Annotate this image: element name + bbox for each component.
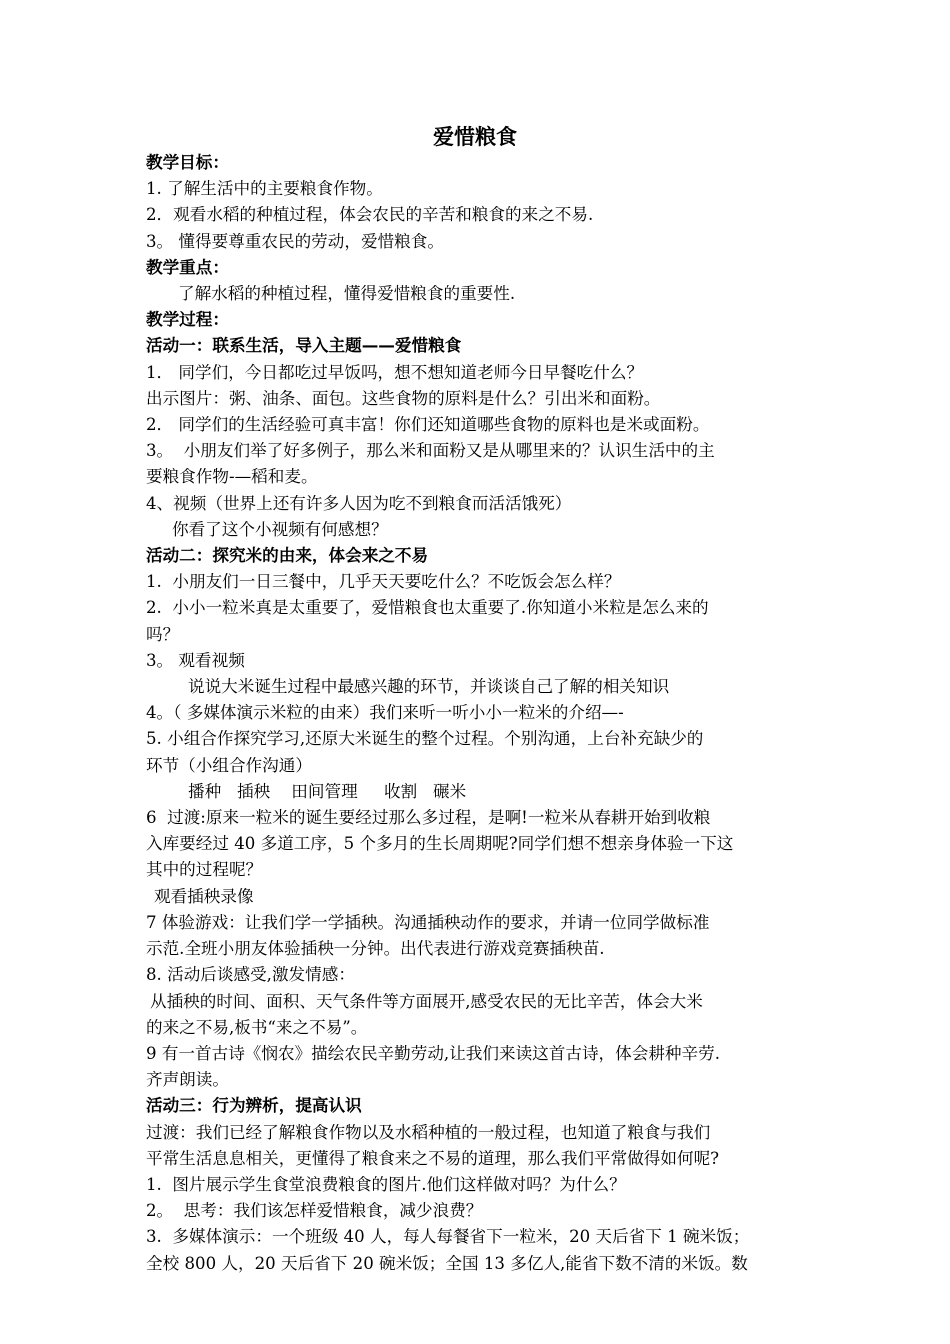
paragraph-line: 过渡：我们已经了解粮食作物以及水稻种植的一般过程，也知道了粮食与我们 bbox=[146, 1122, 711, 1142]
paragraph-line: 齐声朗读。 bbox=[146, 1070, 229, 1090]
paragraph-line: 1. 图片展示学生食堂浪费粮食的图片.他们这样做对吗？为什么？ bbox=[146, 1174, 626, 1194]
paragraph-line: 4、视频（世界上还有许多人因为吃不到粮食而活活饿死） bbox=[146, 493, 572, 513]
paragraph-line: 3。 观看视频 bbox=[146, 650, 245, 670]
paragraph-line: 7 体验游戏：让我们学一学插秧。沟通插秧动作的要求，并请一位同学做标准 bbox=[146, 912, 710, 932]
paragraph-line: 你看了这个小视频有何感想？ bbox=[172, 519, 388, 539]
paragraph-line: 1． 同学们，今日都吃过早饭吗，想不想知道老师今日早餐吃什么？ bbox=[146, 362, 644, 382]
paragraph-line: 8. 活动后谈感受,激发情感： bbox=[146, 965, 355, 985]
paragraph-line: 的来之不易,板书“来之不易”。 bbox=[146, 1017, 368, 1037]
paragraph-line: 出示图片：粥、油条、面包。这些食物的原料是什么？引出米和面粉。 bbox=[146, 388, 661, 408]
activity-heading-2: 活动二：探究米的由来，体会来之不易 bbox=[146, 546, 429, 566]
paragraph-line: 4。（ 多媒体演示米粒的由来）我们来听一听小小一粒米的介绍—- bbox=[146, 703, 624, 723]
paragraph-line: 2. 小小一粒米真是太重要了，爱惜粮食也太重要了.你知道小米粒是怎么来的 bbox=[146, 598, 709, 618]
paragraph-line: 2．观看水稻的种植过程，体会农民的辛苦和粮食的来之不易. bbox=[146, 205, 594, 225]
paragraph-line: 3。 懂得要尊重农民的劳动，爱惜粮食。 bbox=[146, 231, 444, 251]
paragraph-line: 1. 了解生活中的主要粮食作物。 bbox=[146, 179, 383, 199]
section-heading-key-points: 教学重点： bbox=[146, 257, 229, 277]
paragraph-line: 要粮食作物-—稻和麦。 bbox=[146, 467, 318, 487]
activity-heading-1: 活动一：联系生活，导入主题——爱惜粮食 bbox=[146, 336, 462, 356]
paragraph-line: 2。 思考：我们该怎样爱惜粮食，减少浪费？ bbox=[146, 1201, 483, 1221]
paragraph-line: 吗？ bbox=[146, 624, 180, 644]
activity-heading-3: 活动三：行为辨析，提高认识 bbox=[146, 1096, 362, 1116]
paragraph-line: 环节（小组合作沟通） bbox=[146, 755, 312, 775]
paragraph-line: 其中的过程呢？ bbox=[146, 860, 263, 880]
document-body bbox=[146, 150, 814, 1277]
section-heading-objectives: 教学目标： bbox=[146, 153, 229, 172]
paragraph-line: 全校 800 人，20 天后省下 20 碗米饭；全国 13 多亿人,能省下数不清的米饭。数 bbox=[146, 1253, 748, 1273]
page-title: 爱惜粮食 bbox=[433, 125, 517, 149]
paragraph-line: 观看插秧录像 bbox=[154, 886, 254, 906]
section-heading-process: 教学过程： bbox=[146, 310, 229, 330]
paragraph-line: 9 有一首古诗《悯农》描绘农民辛勤劳动,让我们来读这首古诗，体会耕种辛劳. bbox=[146, 1043, 720, 1063]
paragraph-line: 3. 多媒体演示：一个班级 40 人，每人每餐省下一粒米，20 天后省下 1 碗米饭； bbox=[146, 1227, 750, 1247]
paragraph-line: 2． 同学们的生活经验可真丰富！你们还知道哪些食物的原料也是米或面粉。 bbox=[146, 415, 710, 435]
paragraph-line: 5. 小组合作探究学习,还原大米诞生的整个过程。个别沟通，上台补充缺少的 bbox=[146, 729, 704, 749]
paragraph-line: 3。 小朋友们举了好多例子，那么米和面粉又是从哪里来的？认识生活中的主 bbox=[146, 441, 715, 461]
paragraph-line: 播种 插秧 田间管理 收割 碾米 bbox=[188, 781, 467, 801]
paragraph-line: 1. 小朋友们一日三餐中，几乎天天要吃什么？不吃饭会怎么样？ bbox=[146, 572, 621, 592]
paragraph-line: 示范.全班小朋友体验插秧一分钟。出代表进行游戏竞赛插秧苗. bbox=[146, 939, 605, 959]
paragraph-line: 平常生活息息相关，更懂得了粮食来之不易的道理，那么我们平常做得如何呢? bbox=[146, 1148, 720, 1168]
paragraph-line: 6 过渡:原来一粒米的诞生要经过那么多过程，是啊!一粒米从春耕开始到收粮 bbox=[146, 808, 711, 828]
paragraph-line: 说说大米诞生过程中最感兴趣的环节，并谈谈自己了解的相关知识 bbox=[188, 677, 670, 697]
paragraph-line: 入库要经过 40 多道工序，5 个多月的生长周期呢?同学们想不想亲身体验一下这 bbox=[146, 834, 734, 854]
paragraph-line: 了解水稻的种植过程，懂得爱惜粮食的重要性. bbox=[178, 284, 516, 304]
paragraph-line: 从插秧的时间、面积、天气条件等方面展开,感受农民的无比辛苦，体会大米 bbox=[150, 991, 703, 1011]
